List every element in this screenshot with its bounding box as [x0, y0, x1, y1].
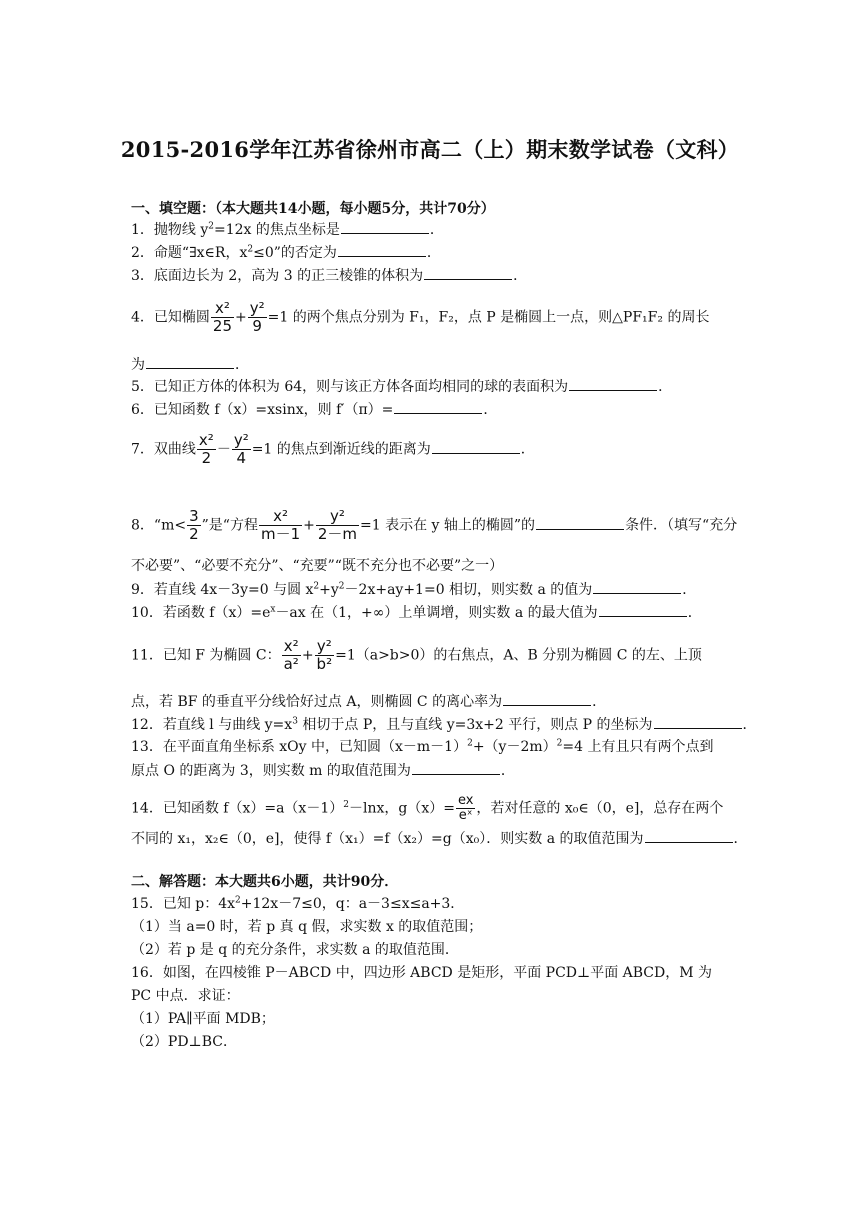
fraction: $\frac{ex}{\text{eˣ}}$	[457, 793, 474, 823]
fraction: $\frac{\text{y²}}{9}$	[249, 299, 265, 335]
question-8-cont: 不必要”、“必要不充分”、“充要”“既不充分也不必要”之一）	[131, 558, 504, 574]
question-11-cont: 点，若 BF 的垂直平分线恰好过点 A，则椭圆 C 的离心率为 ．	[131, 694, 607, 710]
fraction: $\frac{\text{x²}}{2}$	[198, 431, 214, 467]
answer-blank	[394, 400, 482, 414]
question-15-part2: （2）若 p 是 q 的充分条件，求实数 a 的取值范围．	[131, 942, 459, 958]
answer-blank	[412, 761, 500, 775]
answer-blank	[654, 715, 742, 729]
answer-blank	[432, 440, 520, 454]
question-1: 1．抛物线 $y^2=12x$ 的焦点坐标是 ．	[131, 221, 444, 238]
question-2: 2．命题“∃x∈R，$x^2\le 0$”的否定为 ．	[131, 244, 441, 261]
answer-blank	[599, 603, 687, 617]
fraction: $\frac{\text{x²}}{\text{a²}}$	[283, 637, 299, 673]
question-10: 10．若函数 $f(x)=e^x-ax$ 在（1，+∞）上单调增，则实数 a 的最大值为 ．	[131, 604, 702, 621]
answer-blank	[338, 243, 426, 257]
question-13: 13．在平面直角坐标系 xOy 中，已知圆$(x-m-1)^2+(y-2m)^2=4$ 上有且只有两个点到	[131, 738, 714, 755]
fraction: $\frac{\text{x²}}{25}$	[212, 299, 233, 335]
question-11: 11．已知 F 为椭圆 C： $\frac{\text{x²}}{\text{a²}}$ + $\frac{\text{y²}}{\text{b²}}$ =1（a>b>0）的右焦点，A、B 分别为椭圆 C 的左、上顶	[131, 637, 702, 673]
question-15: 15．已知 p：$4x^2+12x-7\le 0$，q：a－3≤x≤a+3．	[131, 895, 465, 912]
question-13-cont: 原点 O 的距离为 3，则实数 m 的取值范围为 ．	[131, 763, 515, 779]
question-9: 9．若直线 4x－3y=0 与圆 $x^2+y^2-2x+ay+1=0$ 相切，则实数 a 的值为 ．	[131, 581, 697, 598]
question-7: 7．双曲线 $\frac{\text{x²}}{2}$ － $\frac{\text{y²}}{4}$ =1 的焦点到渐近线的距离为 ．	[131, 431, 535, 467]
question-16: 16．如图，在四棱锥 P－ABCD 中，四边形 ABCD 是矩形，平面 PCD⊥平面 ABCD，M 为	[131, 965, 713, 981]
question-6: 6．已知函数 f（x）=xsinx，则 f′（π）= ．	[131, 402, 498, 418]
fraction: $\frac{\text{y²}}{2-m}$	[317, 507, 357, 543]
question-14: 14．已知函数 $f(x)=a(x-1)^2-\ln x$，g（x）= $\frac{ex}{\text{eˣ}}$ ，若对任意的 x₀∈（0，e]，总存在两个	[131, 793, 724, 823]
answer-blank	[593, 580, 681, 594]
answer-blank	[341, 220, 429, 234]
question-16-part1: （1）PA∥平面 MDB；	[131, 1011, 275, 1027]
answer-blank	[645, 829, 733, 843]
answer-blank	[536, 516, 624, 530]
section-heading-solutions: 二、解答题：本大题共6小题，共计90分．	[131, 874, 399, 890]
fraction: $\frac{\text{y²}}{4}$	[233, 431, 249, 467]
question-16-cont: PC 中点．求证：	[131, 988, 240, 1004]
question-4-cont: 为 ．	[131, 357, 249, 373]
question-5: 5．已知正方体的体积为 64，则与该正方体各面均相同的球的表面积为 ．	[131, 379, 673, 395]
question-8: 8．“m< $\frac{3}{2}$ ”是“方程 $\frac{\text{x²}}{m-1}$ + $\frac{\text{y²}}{2-m}$ =1 表示在 y 轴上的椭圆”的 条件．（填写“充分	[131, 507, 738, 543]
fraction: $\frac{3}{2}$	[189, 507, 199, 543]
fraction: $\frac{\text{y²}}{\text{b²}}$	[316, 637, 333, 673]
fraction: $\frac{\text{x²}}{m-1}$	[260, 507, 301, 543]
answer-blank	[146, 355, 234, 369]
answer-blank	[503, 692, 591, 706]
question-16-part2: （2）PD⊥BC．	[131, 1034, 237, 1050]
question-4: 4．已知椭圆 $\frac{\text{x²}}{25}$ + $\frac{\text{y²}}{9}$ =1 的两个焦点分别为 F₁，F₂，点 P 是椭圆上一点，则△PF₁F₂ 的周长	[131, 299, 710, 335]
section-heading-fill-in: 一、填空题：（本大题共14小题，每小题5分，共计70分）	[131, 201, 495, 217]
answer-blank	[424, 266, 512, 280]
question-3: 3．底面边长为 2，高为 3 的正三棱锥的体积为 ．	[131, 268, 528, 284]
question-12: 12．若直线 l 与曲线 $y=x^3$ 相切于点 P，且与直线 y=3x+2 平行，则点 P 的坐标为 ．	[131, 716, 757, 733]
question-14-cont: 不同的 x₁，x₂∈（0，e]，使得 f（x₁）=f（x₂）=g（x₀）．则实数 a 的取值范围为 ．	[131, 831, 748, 847]
page-title: 2015-2016学年江苏省徐州市高二（上）期末数学试卷（文科）	[120, 137, 740, 162]
answer-blank	[569, 377, 657, 391]
question-15-part1: （1）当 a=0 时，若 p 真 q 假，求实数 x 的取值范围；	[131, 919, 483, 935]
